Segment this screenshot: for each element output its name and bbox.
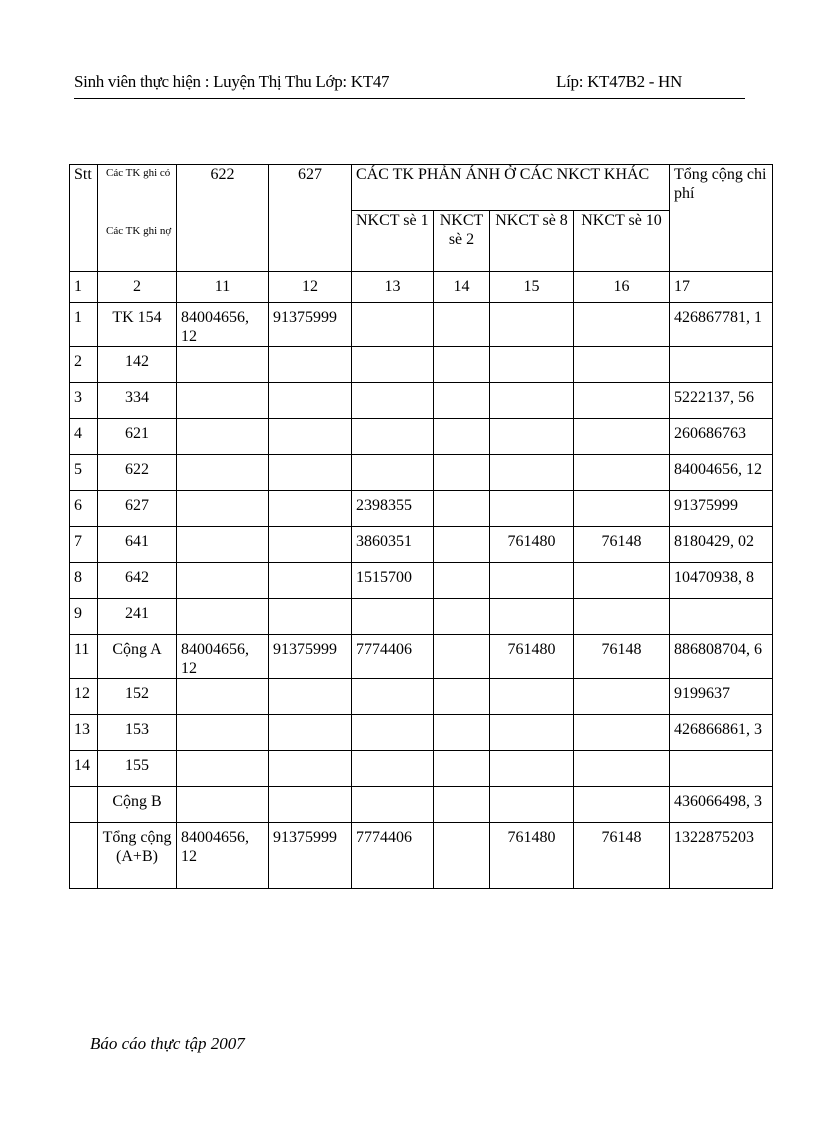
table-cell — [269, 787, 352, 823]
table-cell — [269, 527, 352, 563]
table-cell: 260686763 — [670, 419, 773, 455]
table-cell — [670, 599, 773, 635]
table-cell: 84004656, 12 — [670, 455, 773, 491]
table-cell — [269, 751, 352, 787]
table-cell — [490, 419, 574, 455]
table-cell: Cộng B — [98, 787, 177, 823]
table-cell: 2398355 — [352, 491, 434, 527]
table-cell: 84004656, 12 — [177, 823, 269, 889]
table-cell: 7 — [70, 527, 98, 563]
index-cell: 15 — [490, 272, 574, 303]
table-row — [70, 491, 773, 527]
table-cell — [269, 599, 352, 635]
header-stt: Stt — [70, 165, 98, 272]
table-cell — [177, 715, 269, 751]
table-cell — [490, 383, 574, 419]
table-cell: 622 — [98, 455, 177, 491]
header-tk-co: Các TK ghi có — [106, 167, 171, 179]
table-cell — [574, 491, 670, 527]
table-cell: 627 — [98, 491, 177, 527]
table-cell: 9199637 — [670, 679, 773, 715]
table-cell — [269, 715, 352, 751]
table-cell — [177, 383, 269, 419]
header-class-info: Líp: KT47B2 - HN — [556, 72, 682, 91]
header-nkct-1: NKCT sè 1 — [352, 211, 434, 272]
table-cell: 1515700 — [352, 563, 434, 599]
index-cell: 16 — [574, 272, 670, 303]
table-cell — [352, 303, 434, 347]
table-cell — [574, 787, 670, 823]
table-cell: 84004656, 12 — [177, 303, 269, 347]
table-cell — [352, 599, 434, 635]
table-cell — [269, 455, 352, 491]
header-group-nkct: CÁC TK PHẢN ÁNH Ở CÁC NKCT KHÁC — [352, 165, 670, 211]
table-cell — [177, 787, 269, 823]
table-cell: 91375999 — [269, 303, 352, 347]
table-cell — [670, 347, 773, 383]
page-header — [74, 70, 745, 99]
table-cell — [434, 303, 490, 347]
table-cell — [177, 491, 269, 527]
table-cell — [490, 303, 574, 347]
table-cell: 9 — [70, 599, 98, 635]
table-row — [70, 383, 773, 419]
table-cell: 84004656, 12 — [177, 635, 269, 679]
table-row — [70, 599, 773, 635]
table-cell: 10470938, 8 — [670, 563, 773, 599]
table-cell: 91375999 — [269, 823, 352, 889]
table-cell — [352, 751, 434, 787]
table-cell: 76148 — [574, 635, 670, 679]
header-total: Tổng cộng chi phí — [670, 165, 773, 272]
table-cell: 12 — [70, 679, 98, 715]
table-cell: 241 — [98, 599, 177, 635]
table-cell — [177, 419, 269, 455]
table-cell: 91375999 — [670, 491, 773, 527]
table-cell: 2 — [70, 347, 98, 383]
table-cell — [574, 455, 670, 491]
table-cell — [434, 679, 490, 715]
table-cell: 886808704, 6 — [670, 635, 773, 679]
table-cell: 1 — [70, 303, 98, 347]
table-cell: 13 — [70, 715, 98, 751]
table-cell: 436066498, 3 — [670, 787, 773, 823]
table-cell: 142 — [98, 347, 177, 383]
table-body — [70, 303, 773, 889]
table-row — [70, 679, 773, 715]
header-tk-corner — [98, 165, 177, 272]
table-cell — [70, 787, 98, 823]
table-cell — [490, 679, 574, 715]
header-tk-no: Các TK ghi nợ — [106, 225, 172, 237]
header-nkct-8: NKCT sè 8 — [490, 211, 574, 272]
table-cell — [177, 599, 269, 635]
header-622: 622 — [177, 165, 269, 272]
table-cell — [434, 715, 490, 751]
table-cell: 6 — [70, 491, 98, 527]
table-cell — [434, 491, 490, 527]
index-cell: 13 — [352, 272, 434, 303]
table-cell: 7774406 — [352, 823, 434, 889]
table-cell: 152 — [98, 679, 177, 715]
table-cell: 4 — [70, 419, 98, 455]
table-cell — [269, 383, 352, 419]
table-cell: 761480 — [490, 823, 574, 889]
table-cell — [352, 419, 434, 455]
table-cell: 8 — [70, 563, 98, 599]
table-cell — [574, 563, 670, 599]
table-cell: 155 — [98, 751, 177, 787]
table-cell: 76148 — [574, 823, 670, 889]
table-row — [70, 715, 773, 751]
table-cell — [574, 599, 670, 635]
table-cell — [177, 527, 269, 563]
table-cell — [574, 679, 670, 715]
table-cell: 761480 — [490, 527, 574, 563]
table-cell — [352, 455, 434, 491]
table-cell — [352, 347, 434, 383]
table-row — [70, 635, 773, 679]
table-cell: 8180429, 02 — [670, 527, 773, 563]
table-cell — [269, 679, 352, 715]
table-cell — [434, 347, 490, 383]
table-cell: 641 — [98, 527, 177, 563]
table-cell — [490, 563, 574, 599]
table-cell — [434, 635, 490, 679]
table-cell: 426866861, 3 — [670, 715, 773, 751]
index-cell: 14 — [434, 272, 490, 303]
table-cell: 621 — [98, 419, 177, 455]
table-cell: 334 — [98, 383, 177, 419]
table-cell — [434, 419, 490, 455]
table-cell — [574, 715, 670, 751]
table-cell — [490, 715, 574, 751]
table-cell — [177, 751, 269, 787]
table-cell — [177, 563, 269, 599]
table-cell — [434, 823, 490, 889]
cost-table — [69, 164, 773, 889]
index-cell: 17 — [670, 272, 773, 303]
table-cell: 426867781, 1 — [670, 303, 773, 347]
table-cell: Cộng A — [98, 635, 177, 679]
table-cell — [490, 347, 574, 383]
header-627: 627 — [269, 165, 352, 272]
table-cell — [352, 787, 434, 823]
table-cell: TK 154 — [98, 303, 177, 347]
table-cell: 76148 — [574, 527, 670, 563]
index-cell: 2 — [98, 272, 177, 303]
table-cell — [490, 787, 574, 823]
table-cell — [574, 419, 670, 455]
table-cell — [574, 347, 670, 383]
index-cell: 12 — [269, 272, 352, 303]
table-cell — [434, 599, 490, 635]
table-cell: 3 — [70, 383, 98, 419]
table-cell — [269, 563, 352, 599]
table-cell: 11 — [70, 635, 98, 679]
table-row — [70, 303, 773, 347]
table-cell — [269, 347, 352, 383]
index-cell: 11 — [177, 272, 269, 303]
table-cell — [269, 491, 352, 527]
table-cell — [177, 347, 269, 383]
table-cell — [352, 383, 434, 419]
table-cell — [434, 751, 490, 787]
table-cell — [352, 715, 434, 751]
table-row — [70, 419, 773, 455]
table-row — [70, 563, 773, 599]
table-cell — [434, 527, 490, 563]
header-nkct-10: NKCT sè 10 — [574, 211, 670, 272]
table-cell — [490, 751, 574, 787]
table-cell — [670, 751, 773, 787]
table-cell: 761480 — [490, 635, 574, 679]
table-cell — [434, 455, 490, 491]
table-cell: 5 — [70, 455, 98, 491]
table-cell — [434, 787, 490, 823]
table-row — [70, 751, 773, 787]
table-cell — [177, 679, 269, 715]
table-cell: 14 — [70, 751, 98, 787]
index-row — [70, 272, 773, 303]
table-cell: 1322875203 — [670, 823, 773, 889]
table-cell — [352, 679, 434, 715]
table-cell: Tổng cộng (A+B) — [98, 823, 177, 889]
table-row — [70, 455, 773, 491]
table-cell — [177, 455, 269, 491]
table-cell — [490, 491, 574, 527]
table-cell — [574, 383, 670, 419]
header-student-info: Sinh viên thực hiện : Luyện Thị Thu Lớp: KT47 — [74, 72, 390, 91]
table-cell: 91375999 — [269, 635, 352, 679]
table-cell — [70, 823, 98, 889]
table-cell — [490, 599, 574, 635]
table-cell: 7774406 — [352, 635, 434, 679]
table-cell — [574, 751, 670, 787]
table-cell — [490, 455, 574, 491]
table-row — [70, 823, 773, 889]
table-row — [70, 527, 773, 563]
table-row — [70, 347, 773, 383]
page-footer: Báo cáo thực tập 2007 — [90, 1034, 245, 1053]
table-cell: 5222137, 56 — [670, 383, 773, 419]
table-row — [70, 787, 773, 823]
table-cell — [434, 383, 490, 419]
header-nkct-2: NKCT sè 2 — [434, 211, 490, 272]
index-cell: 1 — [70, 272, 98, 303]
table-cell: 153 — [98, 715, 177, 751]
table-cell — [269, 419, 352, 455]
table-cell — [434, 563, 490, 599]
table-cell: 3860351 — [352, 527, 434, 563]
table-cell: 642 — [98, 563, 177, 599]
table-cell — [574, 303, 670, 347]
